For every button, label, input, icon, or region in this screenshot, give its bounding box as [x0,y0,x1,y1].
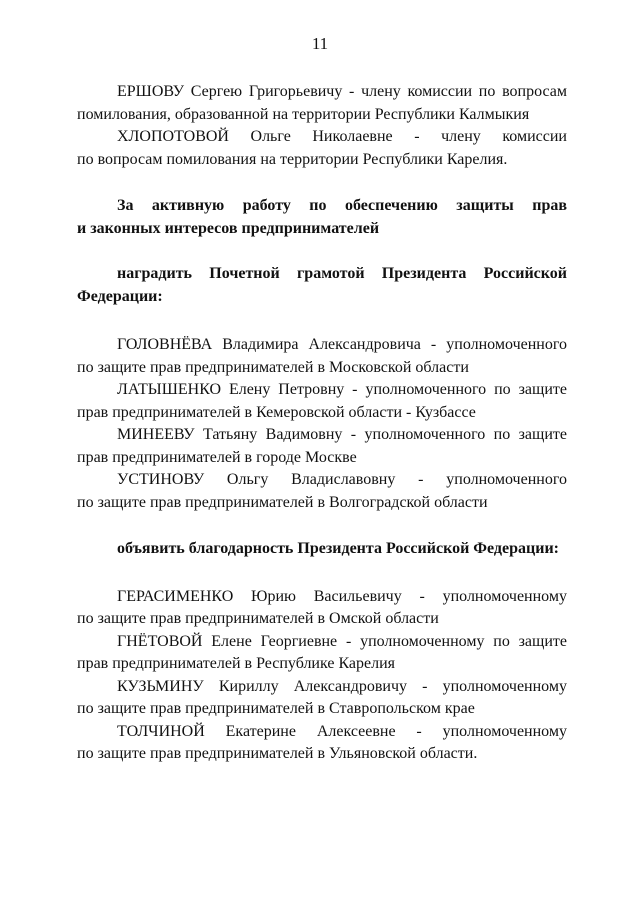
award-entry [77,81,567,126]
entry-line-2: по защите прав предпринимателей в Московской области [77,358,469,376]
heading-line-2: и законных интересов предпринимателей [77,219,380,237]
entry-line-2: по защите прав предпринимателей в Волгоградской области [77,493,488,511]
entry-line-2: прав предпринимателей в Республике Карелия [77,655,396,672]
entry-line-2: по защите прав предпринимателей в Ставропольском крае [77,700,475,717]
page-number: 11 [311,34,329,53]
entry-line-2: помилования, образованной на территории Республики Калмыкия [77,105,530,123]
heading-line-1: За активную работу по обеспечению защиты прав [117,197,567,214]
award-entry [77,631,567,676]
award-entry [77,721,567,766]
entry-line-1: ГОЛОВНЁВА Владимира Александровича - уполномоченного [117,336,567,353]
section-heading-gratitude: объявить благодарность Президента Российской Федерации: [117,540,559,557]
entry-line-1: ЛАТЫШЕНКО Елену Петровну - уполномоченного по защите [117,381,567,398]
entry-line-1: УСТИНОВУ Ольгу Владиславовну - уполномоченного [117,471,567,488]
award-entry [77,334,567,379]
entry-line-1: МИНЕЕВУ Татьяну Вадимовну - уполномоченного по защите [117,426,567,443]
section-heading-award [77,263,567,308]
entry-line-1: ЕРШОВУ Сергею Григорьевичу - члену комиссии по вопросам [117,83,567,100]
document-body [77,81,567,766]
entry-line-1: ГЕРАСИМЕНКО Юрию Васильевичу - уполномоченному [117,587,567,605]
entry-line-1: ТОЛЧИНОЙ Екатерине Алексеевне - уполномоченному [117,722,567,740]
entry-line-1: КУЗЬМИНУ Кириллу Александровичу - уполномоченному [117,677,567,695]
entry-line-1: ГНЁТОВОЙ Елене Георгиевне - уполномоченному по защите [117,632,567,650]
award-entry [77,586,567,631]
entry-line-1: ХЛОПОТОВОЙ Ольге Николаевне - члену комиссии [117,128,567,145]
heading-line-1: наградить Почетной грамотой Президента Российской [117,265,567,282]
award-entry [77,379,567,424]
entry-line-2: по защите прав предпринимателей в Омской области [77,610,439,627]
section-heading-activity [77,195,567,240]
entry-line-2: по защите прав предпринимателей в Ульяновской области. [77,745,478,762]
award-entry [77,126,567,171]
heading-line-2: Федерации: [77,287,163,305]
award-entry [77,469,567,514]
award-entry [77,676,567,721]
entry-line-2: по вопросам помилования на территории Республики Карелия. [77,150,508,168]
entry-line-2: прав предпринимателей в Кемеровской области - Кузбассе [77,403,476,421]
entry-line-2: прав предпринимателей в городе Москве [77,448,357,466]
award-entry [77,424,567,469]
